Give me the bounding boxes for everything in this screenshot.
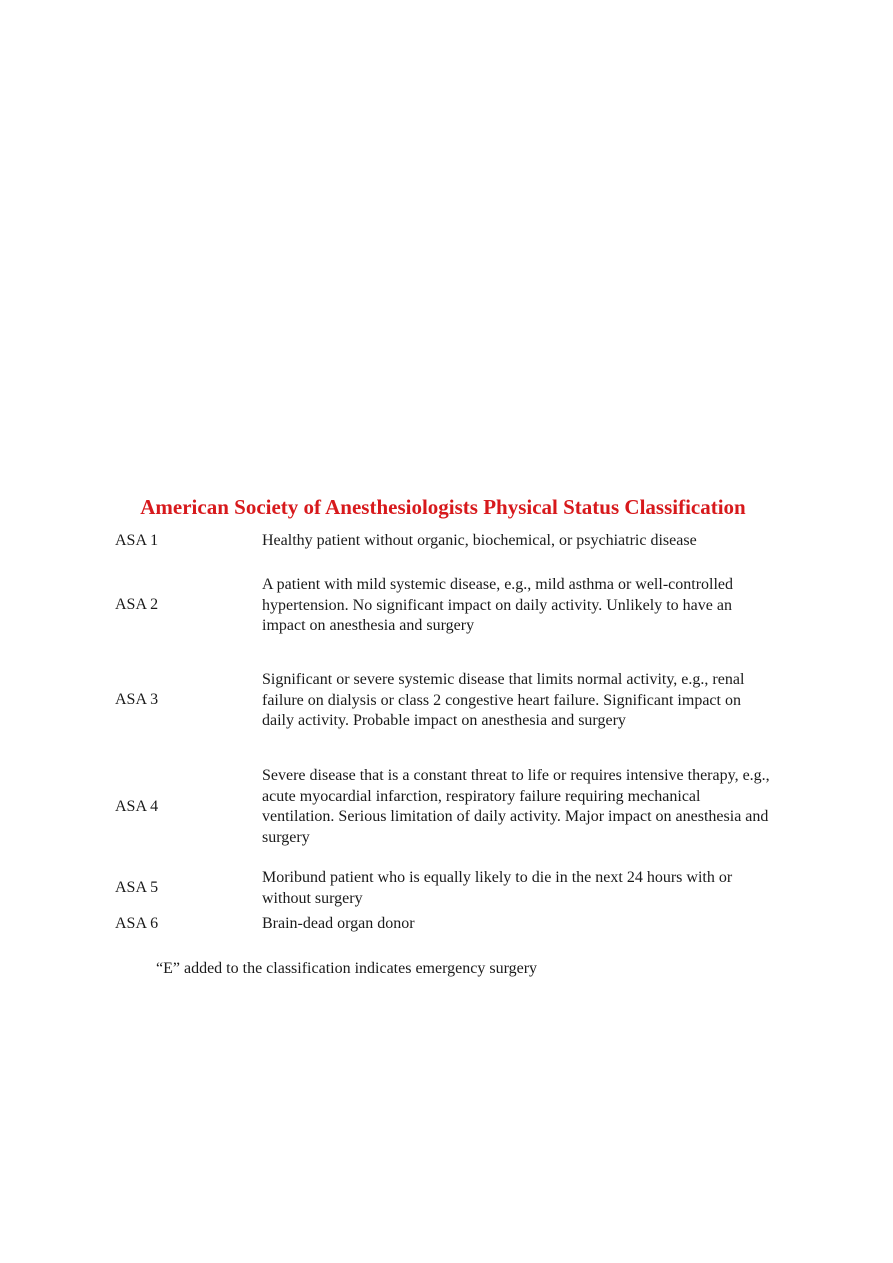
page-title: American Society of Anesthesiologists Physical Status Classification xyxy=(140,495,746,519)
emergency-footnote: “E” added to the classification indicates emergency surgery xyxy=(156,960,538,977)
asa-class-label: ASA 3 xyxy=(115,691,159,708)
asa-class-label: ASA 6 xyxy=(115,915,159,932)
asa-class-description: Significant or severe systemic disease that limits normal activity, e.g., renal failure on dialysis or class 2 congestive heart failure. Significant impact on daily activity. Probable impact on anesthesia and surgery xyxy=(262,671,745,729)
asa-class-description: Severe disease that is a constant threat to life or requires intensive therapy, e.g., acute myocardial infarction, respiratory failure requiring mechanical ventilation. Serious limitation of daily activity. Major impact on anesthesia and surgery xyxy=(262,767,770,846)
asa-class-label: ASA 1 xyxy=(115,532,159,549)
asa-class-label: ASA 4 xyxy=(115,798,159,815)
asa-class-label: ASA 2 xyxy=(115,596,159,613)
asa-class-label: ASA 5 xyxy=(115,879,159,896)
asa-class-description: Brain-dead organ donor xyxy=(262,915,415,932)
asa-class-description: Moribund patient who is equally likely to die in the next 24 hours with or without surgery xyxy=(262,869,733,907)
asa-class-description: A patient with mild systemic disease, e.g., mild asthma or well-controlled hypertension. No significant impact on daily activity. Unlikely to have an impact on anesthesia and surgery xyxy=(262,576,734,634)
asa-class-description: Healthy patient without organic, biochemical, or psychiatric disease xyxy=(262,532,697,549)
